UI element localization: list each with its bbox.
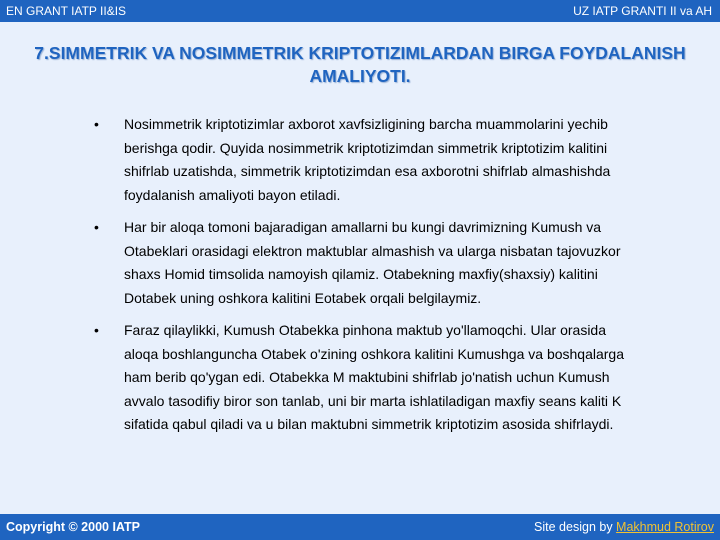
slide-title: 7.SIMMETRIK VA NOSIMMETRIK KRIPTOTIZIMLARDAN BIRGA FOYDALANISH AMALIYOTI.: [34, 43, 686, 86]
bullet-text: Nosimmetrik kriptotizimlar axborot xavfsizligining barcha muammolarini yechib berishga qodir. Quyida nosimmetrik kriptotizimdan simmetrik kriptotizim kalitini shifrlab uzatishda, simmetrik kriptotizimdan esa axborotni shifrlab almashishda foydalanish amaliyoti bayon etiladi.: [124, 116, 611, 203]
header-right-text: UZ IATP GRANTI II va AH: [573, 4, 712, 18]
bullet-item: [94, 113, 624, 207]
footer-bar: [0, 514, 720, 540]
bullet-marker: •: [94, 116, 99, 132]
bullet-item: [94, 216, 624, 310]
slide-content: [94, 113, 624, 446]
header-left-text: EN GRANT IATP II&IS: [6, 4, 127, 18]
bullet-marker: •: [94, 219, 99, 235]
copyright-text: Copyright © 2000 IATP: [6, 520, 141, 534]
site-design-credit: [534, 520, 714, 534]
bullet-marker: •: [94, 322, 99, 338]
bullet-text: Har bir aloqa tomoni bajaradigan amallarni bu kungi davrimizning Kumush va Otabeklari orasidagi elektron maktublar almashish va ularga nisbatan tajovuzkor shaxs Homid timsolida namoyish qilamiz. Otabekning maxfiy(shaxsiy) kalitini Dotabek uning oshkora kalitini Eotabek orqali belgilaymiz.: [124, 219, 621, 306]
header-bar: [0, 0, 720, 22]
bullet-item: [94, 319, 624, 437]
designer-link[interactable]: Makhmud Rotirov: [616, 520, 714, 534]
site-design-label: Site design by: [534, 520, 617, 534]
bullet-text: Faraz qilaylikki, Kumush Otabekka pinhona maktub yo'llamoqchi. Ular orasida aloqa boshlanguncha Otabek o'zining oshkora kalitini Kumushga va boshqalarga ham berib qo'ygan edi. Otabekka M maktubini shifrlab jo'natish uchun Kumush avvalo tasodifiy biror son tanlab, uni bir marta ishlatiladigan maxfiy seans kaliti K sifatida qabul qiladi va u bilan maktubni simmetrik kriptotizim asosida shifrlaydi.: [124, 322, 625, 432]
